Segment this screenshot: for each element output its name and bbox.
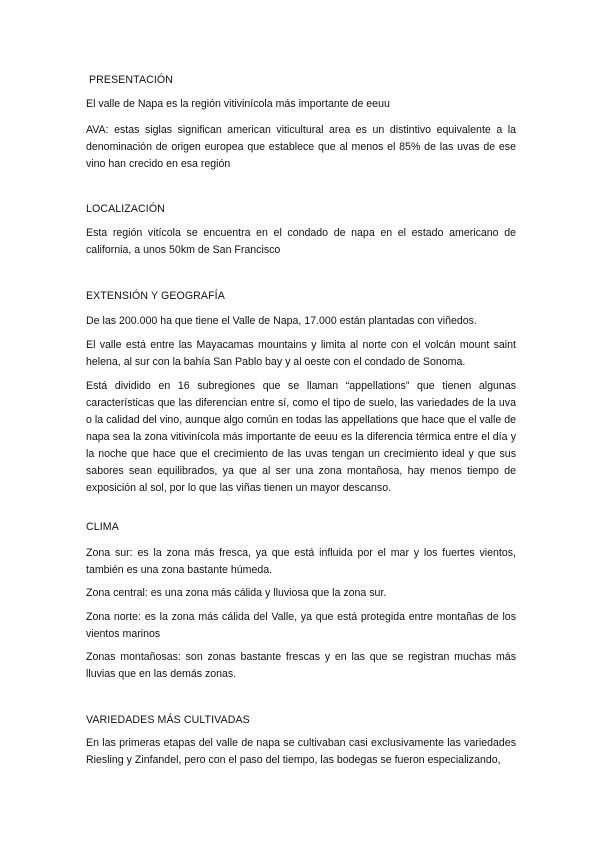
paragraph-clima-1: Zona sur: es la zona más fresca, ya que está influida por el mar y los fuertes vientos, también es una zona bastante húmeda. [86,547,516,576]
paragraph-presentacion-2: AVA: estas siglas significan american viticultural area es un distintivo equivalente a la denominación de origen europea que establece que al menos el 85% de las uvas de ese vino han crecido en esa región [86,124,516,170]
paragraph-presentacion-1: El valle de Napa es la región vitivinícola más importante de eeuu [86,98,390,110]
paragraph-extension-3: Está dividido en 16 subregiones que se llaman “appellations” que tienen algunas características que las diferencian entre sí, como el tipo de suelo, las variedades de la uva o la calidad del vino, aunque algo común en todas las appellations que hace que el valle de napa sea la zona vitivinícola más importante de eeuu es la diferencia térmica entre el día y la noche que hace que el crecimiento de las uvas tengan un crecimiento ideal y que sus sabores sean equilibrados, ya que al ser una zona montañosa, hay menos tiempo de exposición al sol, por lo que las viñas tienen un mayor descanso. [86,380,516,494]
paragraph-localizacion-1: Esta región vitícola se encuentra en el condado de napa en el estado americano de california, a unos 50km de San Francisco [86,227,516,256]
paragraph-clima-3: Zona norte: es la zona más cálida del Valle, ya que está protegida entre montañas de los vientos marinos [86,611,516,640]
paragraph-clima-2: Zona central: es una zona más cálida y lluviosa que la zona sur. [86,587,387,599]
heading-extension: EXTENSIÓN Y GEOGRAFÍA [86,290,225,302]
paragraph-variedades-1: En las primeras etapas del valle de napa se cultivaban casi exclusivamente las variedades Riesling y Zinfandel, pero con el paso del tiempo, las bodegas se fueron especializando, [86,737,516,766]
paragraph-clima-4: Zonas montañosas: son zonas bastante frescas y en las que se registran muchas más lluvias que en las demás zonas. [86,651,516,680]
heading-variedades: VARIEDADES MÁS CULTIVADAS [86,714,250,726]
heading-localizacion: LOCALIZACIÓN [86,203,165,215]
paragraph-extension-1: De las 200.000 ha que tiene el Valle de Napa, 17.000 están plantadas con viñedos. [86,315,477,327]
paragraph-extension-2: El valle está entre las Mayacamas mountains y limita al norte con el volcán mount saint helena, al sur con la bahía San Pablo bay y al oeste con el condado de Sonoma. [86,339,516,368]
heading-clima: CLIMA [86,521,119,533]
heading-presentacion: PRESENTACIÓN [89,74,173,86]
